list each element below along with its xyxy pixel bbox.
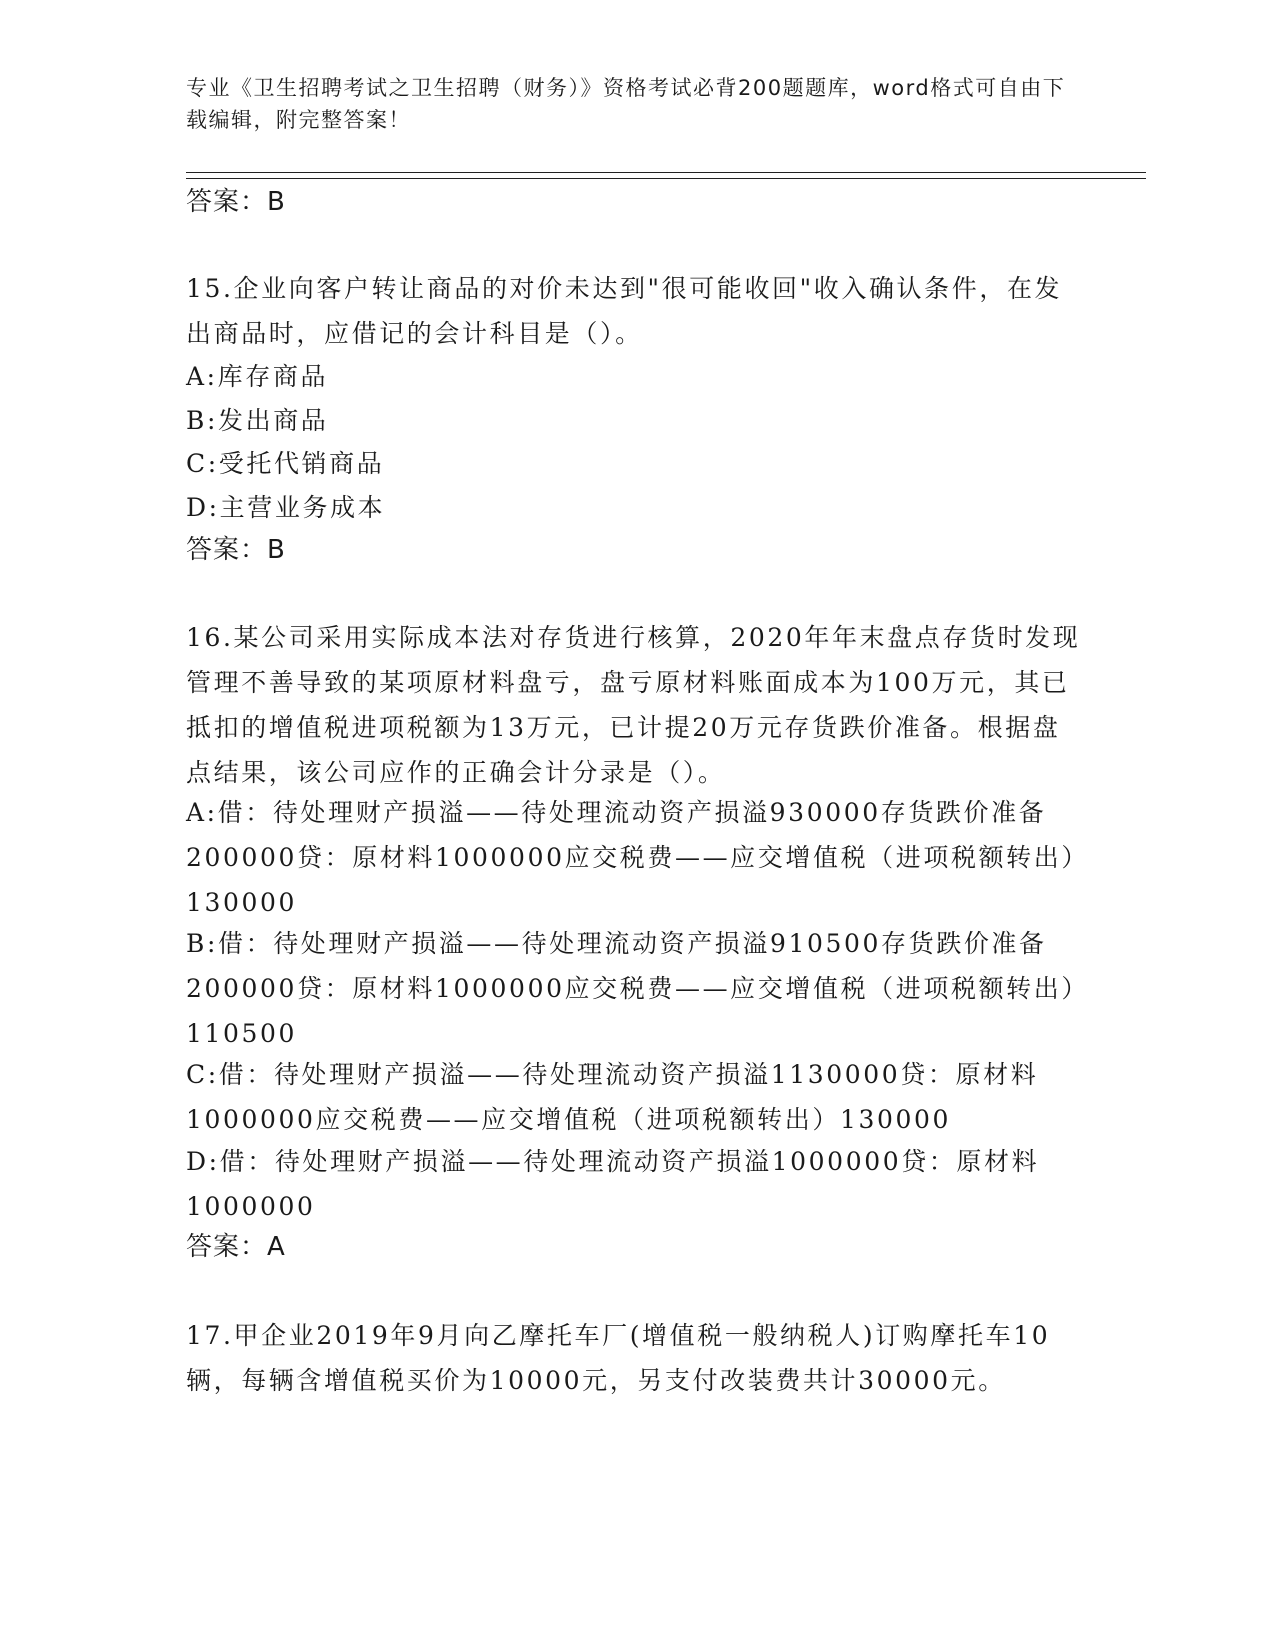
question-16-option-a: A:借：待处理财产损溢——待处理流动资产损溢930000存货跌价准备200000贷：原材料1000000应交税费——应交增值税（进项税额转出）130000	[186, 798, 1077, 917]
question-15-stem: 15.企业向客户转让商品的对价未达到"很可能收回"收入确认条件，在发出商品时，应借记的会计科目是（）。	[186, 274, 1063, 348]
question-16-option-b: B:借：待处理财产损溢——待处理流动资产损溢910500存货跌价准备200000贷：原材料1000000应交税费——应交增值税（进项税额转出）110500	[186, 929, 1077, 1048]
header-rule-bottom	[186, 178, 1146, 179]
question-16-stem: 16.某公司采用实际成本法对存货进行核算，2020年年末盘点存货时发现管理不善导致的某项原材料盘亏，盘亏原材料账面成本为100万元，其已抵扣的增值税进项税额为13万元，已计提20万元存货跌价准备。根据盘点结果，该公司应作的正确会计分录是（）。	[186, 623, 1081, 787]
header-rule-top	[186, 172, 1146, 173]
question-15-option-c: C:受托代销商品	[186, 449, 385, 478]
question-15-option-b: B:发出商品	[186, 406, 329, 435]
question-16-answer: 答案：A	[186, 1232, 286, 1262]
question-15-option-a: A:库存商品	[186, 362, 329, 391]
question-17-stem: 17.甲企业2019年9月向乙摩托车厂(增值税一般纳税人)订购摩托车10辆，每辆含增值税买价为10000元，另支付改装费共计30000元。	[186, 1321, 1051, 1395]
answer-previous: 答案：B	[186, 187, 286, 217]
question-15-option-d: D:主营业务成本	[186, 493, 386, 522]
question-16-option-c: C:借：待处理财产损溢——待处理流动资产损溢1130000贷：原材料1000000应交税费——应交增值税（进项税额转出）130000	[186, 1060, 1039, 1134]
question-16-option-d: D:借：待处理财产损溢——待处理流动资产损溢1000000贷：原材料1000000	[186, 1147, 1040, 1221]
document-header: 专业《卫生招聘考试之卫生招聘（财务）》资格考试必背200题题库，word格式可自由下载编辑，附完整答案！	[186, 76, 1066, 132]
question-15-answer: 答案：B	[186, 535, 286, 565]
